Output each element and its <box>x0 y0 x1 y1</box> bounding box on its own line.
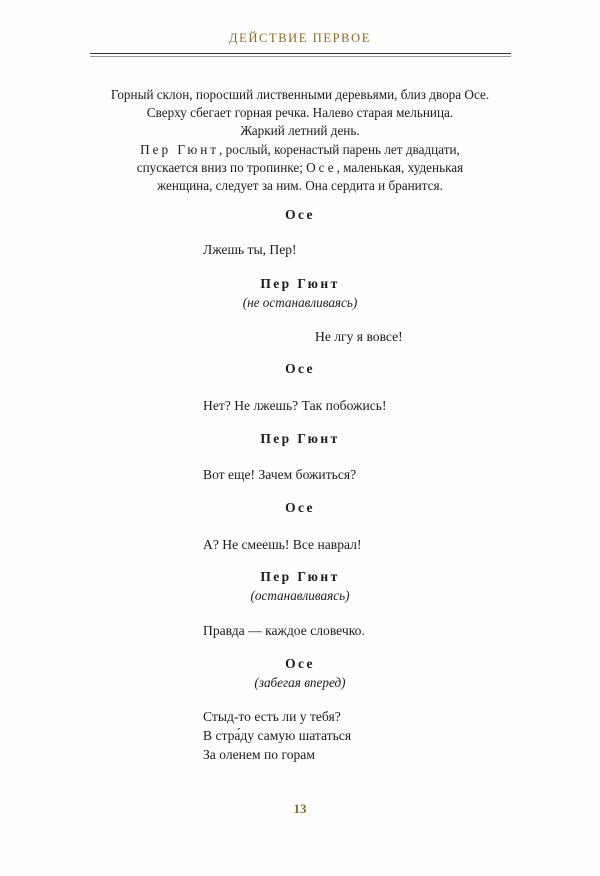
stage-direction-line: Сверху сбегает горная речка. Налево старая мельница. <box>146 105 454 121</box>
speaker-name: Пер Гюнт <box>260 276 340 291</box>
character-name-per-gynt: Пер Гюнт <box>140 141 220 157</box>
stage-direction-line <box>80 159 520 177</box>
speaker-name: Осе <box>285 500 315 515</box>
stage-direction-line: женщина, следует за ним. Она сердита и бранится. <box>157 178 443 194</box>
speaker-name: Осе <box>285 656 315 671</box>
stage-direction-line <box>80 141 520 159</box>
character-name-ose: Осе <box>306 159 337 175</box>
verse-line: Стыд-то есть ли у тебя? <box>203 709 341 724</box>
verse-line: Не лгу я вовсе! <box>315 329 403 344</box>
stage-direction-text: , маленькая, худенькая <box>336 159 464 175</box>
stage-direction-line: Горный склон, поросший лиственными деревьями, близ двора Осе. <box>110 87 490 102</box>
verse-line: А? Не смеешь! Все наврал! <box>203 537 362 552</box>
verse-line: За оленем по горам <box>203 747 315 762</box>
speaker-name: Пер Гюнт <box>260 569 340 584</box>
verse-line: В стра́ду самую шататься <box>203 728 352 743</box>
stage-remark: (не останавливаясь) <box>242 295 358 310</box>
stage-direction-line: Жаркий летний день. <box>240 123 360 139</box>
stage-remark: (останавливаясь) <box>250 588 350 603</box>
speaker-name: Пер Гюнт <box>260 431 340 446</box>
stage-direction <box>80 86 520 195</box>
speaker-name: Осе <box>285 361 315 376</box>
verse-line: Лжешь ты, Пер! <box>203 242 297 257</box>
running-head: ДЕЙСТВИЕ ПЕРВОЕ <box>229 31 371 45</box>
verse-stanza <box>203 707 351 764</box>
verse-line: Нет? Не лжешь? Так побожись! <box>203 398 387 413</box>
verse-line: Вот еще! Зачем божиться? <box>203 467 357 482</box>
header-rule <box>90 52 511 58</box>
stage-direction-text: спускается вниз по тропинке; <box>136 159 307 175</box>
stage-remark: (забегая вперед) <box>254 675 346 690</box>
speaker-name: Осе <box>285 207 315 222</box>
stage-direction-text: , рослый, коренастый парень лет двадцати, <box>219 141 460 157</box>
verse-line: Правда — каждое словечко. <box>203 623 365 638</box>
page-number: 13 <box>293 801 307 816</box>
